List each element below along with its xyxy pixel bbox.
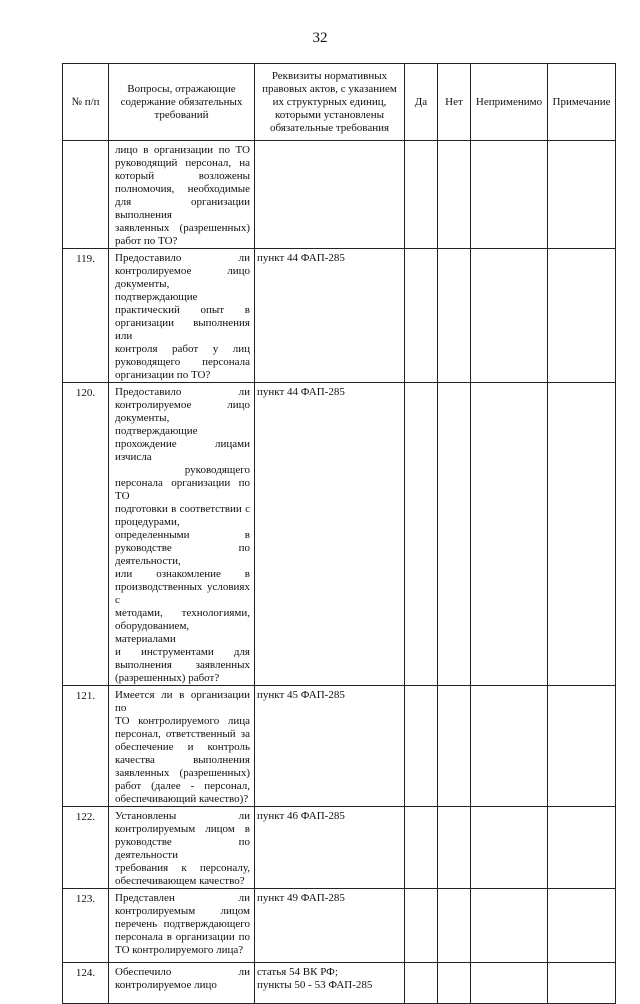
question-line: контроля работ у лиц bbox=[115, 343, 250, 355]
row-number bbox=[63, 141, 109, 249]
question-line: руководящего bbox=[184, 464, 250, 476]
question-line: для организации выполнения bbox=[115, 196, 250, 221]
note-cell bbox=[548, 249, 616, 383]
question-line: Имеется ли в организации по bbox=[115, 689, 250, 714]
question-line: качества выполнения bbox=[115, 754, 250, 766]
not-applicable-cell bbox=[471, 889, 548, 963]
yes-cell bbox=[405, 141, 438, 249]
question-line: требования к персоналу, bbox=[115, 862, 250, 874]
question-line: выполнения заявленных bbox=[115, 659, 250, 671]
not-applicable-cell bbox=[471, 141, 548, 249]
table-body bbox=[63, 141, 616, 1004]
question-line: заявленных (разрешенных) bbox=[115, 767, 250, 779]
question-line: определенными в bbox=[115, 529, 250, 541]
question-line: обеспечивающий качество)? bbox=[115, 793, 249, 805]
no-cell bbox=[438, 807, 471, 889]
question-line: обеспечивающем качество? bbox=[115, 875, 245, 887]
question-line: и инструментами для bbox=[115, 646, 250, 658]
yes-cell bbox=[405, 963, 438, 1004]
no-cell bbox=[438, 889, 471, 963]
question-line: документы, подтверждающие bbox=[115, 412, 198, 437]
page-number: 32 bbox=[312, 30, 328, 46]
yes-cell bbox=[405, 807, 438, 889]
requisites-cell bbox=[255, 383, 405, 686]
requisite-line: пункт 49 ФАП-285 bbox=[257, 892, 345, 904]
requisites-cell bbox=[255, 807, 405, 889]
question-line: лицо в организации по ТО bbox=[115, 144, 250, 156]
question-line: Предоставило ли bbox=[115, 252, 250, 264]
header-no: Нет bbox=[438, 64, 471, 141]
header-questions: Вопросы, отражающие содержание обязательных требований bbox=[109, 64, 255, 141]
no-cell bbox=[438, 963, 471, 1004]
question-line: руководящего персонала bbox=[115, 356, 250, 368]
question-line: ТО контролируемого лица? bbox=[115, 944, 244, 956]
question-line: организации по ТО? bbox=[115, 369, 211, 381]
requisites-cell bbox=[255, 963, 405, 1004]
note-cell bbox=[548, 383, 616, 686]
table-row bbox=[63, 383, 616, 686]
not-applicable-cell bbox=[471, 686, 548, 807]
question-line: или ознакомление в bbox=[115, 568, 250, 580]
question-cell bbox=[109, 963, 255, 1004]
row-number: 124. bbox=[63, 963, 109, 1004]
question-line: Предоставило ли bbox=[115, 386, 250, 398]
note-cell bbox=[548, 963, 616, 1004]
question-line: руководящий персонал, на bbox=[115, 157, 250, 169]
not-applicable-cell bbox=[471, 383, 548, 686]
table-row bbox=[63, 807, 616, 889]
yes-cell bbox=[405, 249, 438, 383]
question-line: руководстве по деятельности bbox=[115, 836, 250, 861]
requirements-table bbox=[62, 63, 616, 1004]
question-line: полномочия, необходимые bbox=[115, 183, 250, 195]
question-line: обеспечение и контроль bbox=[115, 741, 250, 753]
question-line: работ (далее - персонал, bbox=[115, 780, 250, 792]
requisites-cell bbox=[255, 686, 405, 807]
yes-cell bbox=[405, 383, 438, 686]
question-line: работ по ТО? bbox=[115, 235, 178, 247]
no-cell bbox=[438, 686, 471, 807]
question-line: Представлен ли bbox=[115, 892, 250, 904]
no-cell bbox=[438, 249, 471, 383]
no-cell bbox=[438, 141, 471, 249]
header-yes: Да bbox=[405, 64, 438, 141]
table-row bbox=[63, 141, 616, 249]
requisites-cell bbox=[255, 141, 405, 249]
requisite-line: пункты 50 - 53 ФАП-285 bbox=[257, 979, 373, 991]
question-line: контролируемое лицо bbox=[115, 979, 217, 991]
not-applicable-cell bbox=[471, 807, 548, 889]
note-cell bbox=[548, 889, 616, 963]
table-row bbox=[63, 963, 616, 1004]
question-line: Установлены ли bbox=[115, 810, 250, 822]
requisites-cell bbox=[255, 889, 405, 963]
question-line: (разрешенных) работ? bbox=[115, 672, 220, 684]
question-line: процедурами, bbox=[115, 516, 180, 528]
requisite-line: пункт 44 ФАП-285 bbox=[257, 386, 345, 398]
question-cell bbox=[109, 141, 255, 249]
question-line: контролируемое лицо bbox=[115, 399, 250, 411]
question-line: ТО контролируемого лица bbox=[115, 715, 250, 727]
requisite-line: пункт 45 ФАП-285 bbox=[257, 689, 345, 701]
row-number: 122. bbox=[63, 807, 109, 889]
table-header-row bbox=[63, 64, 616, 141]
question-line: контролируемым лицом в bbox=[115, 823, 250, 835]
requisite-line: статья 54 ВК РФ; bbox=[257, 966, 338, 978]
requisite-line: пункт 44 ФАП-285 bbox=[257, 252, 345, 264]
question-cell bbox=[109, 249, 255, 383]
question-line: оборудованием, материалами bbox=[115, 620, 190, 645]
header-not-applicable: Неприменимо bbox=[471, 64, 548, 141]
note-cell bbox=[548, 686, 616, 807]
table-row bbox=[63, 686, 616, 807]
question-line: перечень подтверждающего bbox=[115, 918, 250, 930]
question-line: персонала организации по ТО bbox=[115, 477, 250, 502]
question-cell bbox=[109, 807, 255, 889]
question-cell bbox=[109, 383, 255, 686]
question-line: прохождение лицами изчисла bbox=[115, 438, 250, 463]
table-row bbox=[63, 889, 616, 963]
question-line: персонала в организации по bbox=[115, 931, 250, 943]
requisite-line: пункт 46 ФАП-285 bbox=[257, 810, 345, 822]
question-cell bbox=[109, 889, 255, 963]
question-line: который возложены bbox=[115, 170, 250, 182]
question-line: заявленных (разрешенных) bbox=[115, 222, 250, 234]
question-line: контролируемым лицом bbox=[115, 905, 250, 917]
requisites-cell bbox=[255, 249, 405, 383]
header-requisites: Реквизиты нормативных правовых актов, с указанием их структурных единиц, которыми установлены обязательные требования bbox=[255, 64, 405, 141]
question-line: подготовки в соответствии с bbox=[115, 503, 250, 515]
not-applicable-cell bbox=[471, 963, 548, 1004]
row-number: 119. bbox=[63, 249, 109, 383]
yes-cell bbox=[405, 686, 438, 807]
row-number: 121. bbox=[63, 686, 109, 807]
question-line: контролируемое лицо bbox=[115, 265, 250, 277]
table-row bbox=[63, 249, 616, 383]
question-line: персонал, ответственный за bbox=[115, 728, 250, 740]
question-cell bbox=[109, 686, 255, 807]
note-cell bbox=[548, 141, 616, 249]
header-note: Примечание bbox=[548, 64, 616, 141]
question-line: документы, подтверждающие bbox=[115, 278, 198, 303]
question-line: методами, технологиями, bbox=[115, 607, 250, 619]
question-line: руководстве по деятельности, bbox=[115, 542, 250, 567]
yes-cell bbox=[405, 889, 438, 963]
question-line: Обеспечило ли bbox=[115, 966, 250, 978]
header-num: № п/п bbox=[63, 64, 109, 141]
question-line: производственных условиях с bbox=[115, 581, 250, 606]
question-line: организации выполнения или bbox=[115, 317, 250, 342]
no-cell bbox=[438, 383, 471, 686]
row-number: 123. bbox=[63, 889, 109, 963]
note-cell bbox=[548, 807, 616, 889]
not-applicable-cell bbox=[471, 249, 548, 383]
row-number: 120. bbox=[63, 383, 109, 686]
question-line: практический опыт в bbox=[115, 304, 250, 316]
